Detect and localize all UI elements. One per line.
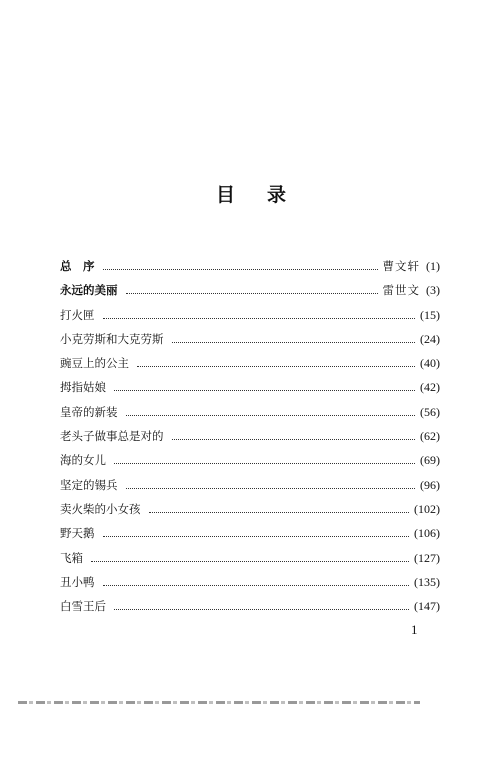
toc-entry-page: (135) [414,574,440,589]
toc-entry-page: (3) [426,283,440,298]
dot-leader [126,488,416,489]
toc-entry-title: 永远的美丽 [60,283,118,298]
dot-leader [103,585,410,586]
toc-entry[interactable] [60,404,440,428]
toc-entry-page: (24) [420,331,440,346]
toc-entry-title: 皇帝的新装 [60,404,118,419]
toc-entry[interactable] [60,428,440,452]
toc-entry[interactable] [60,307,440,331]
dot-leader [114,609,409,610]
toc-entry-title: 白雪王后 [60,599,106,614]
dot-leader [126,293,378,294]
toc-entry-page: (106) [414,526,440,541]
dot-leader [103,269,378,270]
toc-entry-page: (147) [414,599,440,614]
dot-leader [114,390,415,391]
dot-leader [103,536,410,537]
toc-entry-title: 拇指姑娘 [60,380,106,395]
toc-entry-title: 小克劳斯和大克劳斯 [60,331,164,346]
scan-artifact-line [18,701,420,704]
dot-leader [126,415,416,416]
toc-entry[interactable] [60,258,440,282]
toc-entry-page: (42) [420,380,440,395]
toc-entry-title: 总 序 [60,259,95,273]
page-title [0,180,504,207]
toc-entry-page: (1) [426,259,440,273]
toc-entry[interactable] [60,355,440,379]
dot-leader [149,512,410,513]
toc-entry-page: (102) [414,501,440,516]
toc-entry[interactable] [60,574,440,598]
toc-entry-title: 飞箱 [60,550,83,565]
toc-entry[interactable] [60,550,440,574]
toc-entry-page: (127) [414,550,440,565]
toc-entry[interactable] [60,379,440,403]
toc-entry-title: 坚定的锡兵 [60,477,118,492]
dot-leader [172,439,416,440]
toc-entry-title: 卖火柴的小女孩 [60,501,141,516]
page-number: 1 [411,622,418,637]
toc-entry-title: 海的女儿 [60,453,106,468]
toc-entry-page: (62) [420,429,440,444]
table-of-contents [60,258,440,622]
dot-leader [114,463,415,464]
dot-leader [137,366,415,367]
toc-entry-page: (40) [420,356,440,371]
title-char-1: 目 [215,184,237,206]
toc-entry-title: 丑小鸭 [60,574,95,589]
dot-leader [172,342,416,343]
toc-entry[interactable] [60,282,440,306]
toc-entry[interactable] [60,525,440,549]
toc-entry-title: 豌豆上的公主 [60,356,129,371]
toc-entry-page: (15) [420,307,440,322]
toc-entry-author: 曹文轩 [382,259,420,273]
toc-entry[interactable] [60,331,440,355]
toc-entry[interactable] [60,598,440,622]
title-char-2: 录 [267,184,289,206]
toc-entry-page: (56) [420,404,440,419]
toc-entry-page: (96) [420,477,440,492]
toc-entry-page: (69) [420,453,440,468]
toc-entry-title: 野天鹅 [60,526,95,541]
toc-entry-title: 打火匣 [60,307,95,322]
toc-entry[interactable] [60,501,440,525]
toc-entry-author: 雷世文 [382,283,420,298]
toc-entry-title: 老头子做事总是对的 [60,429,164,444]
dot-leader [91,561,409,562]
toc-entry[interactable] [60,452,440,476]
dot-leader [103,318,416,319]
toc-entry[interactable] [60,477,440,501]
